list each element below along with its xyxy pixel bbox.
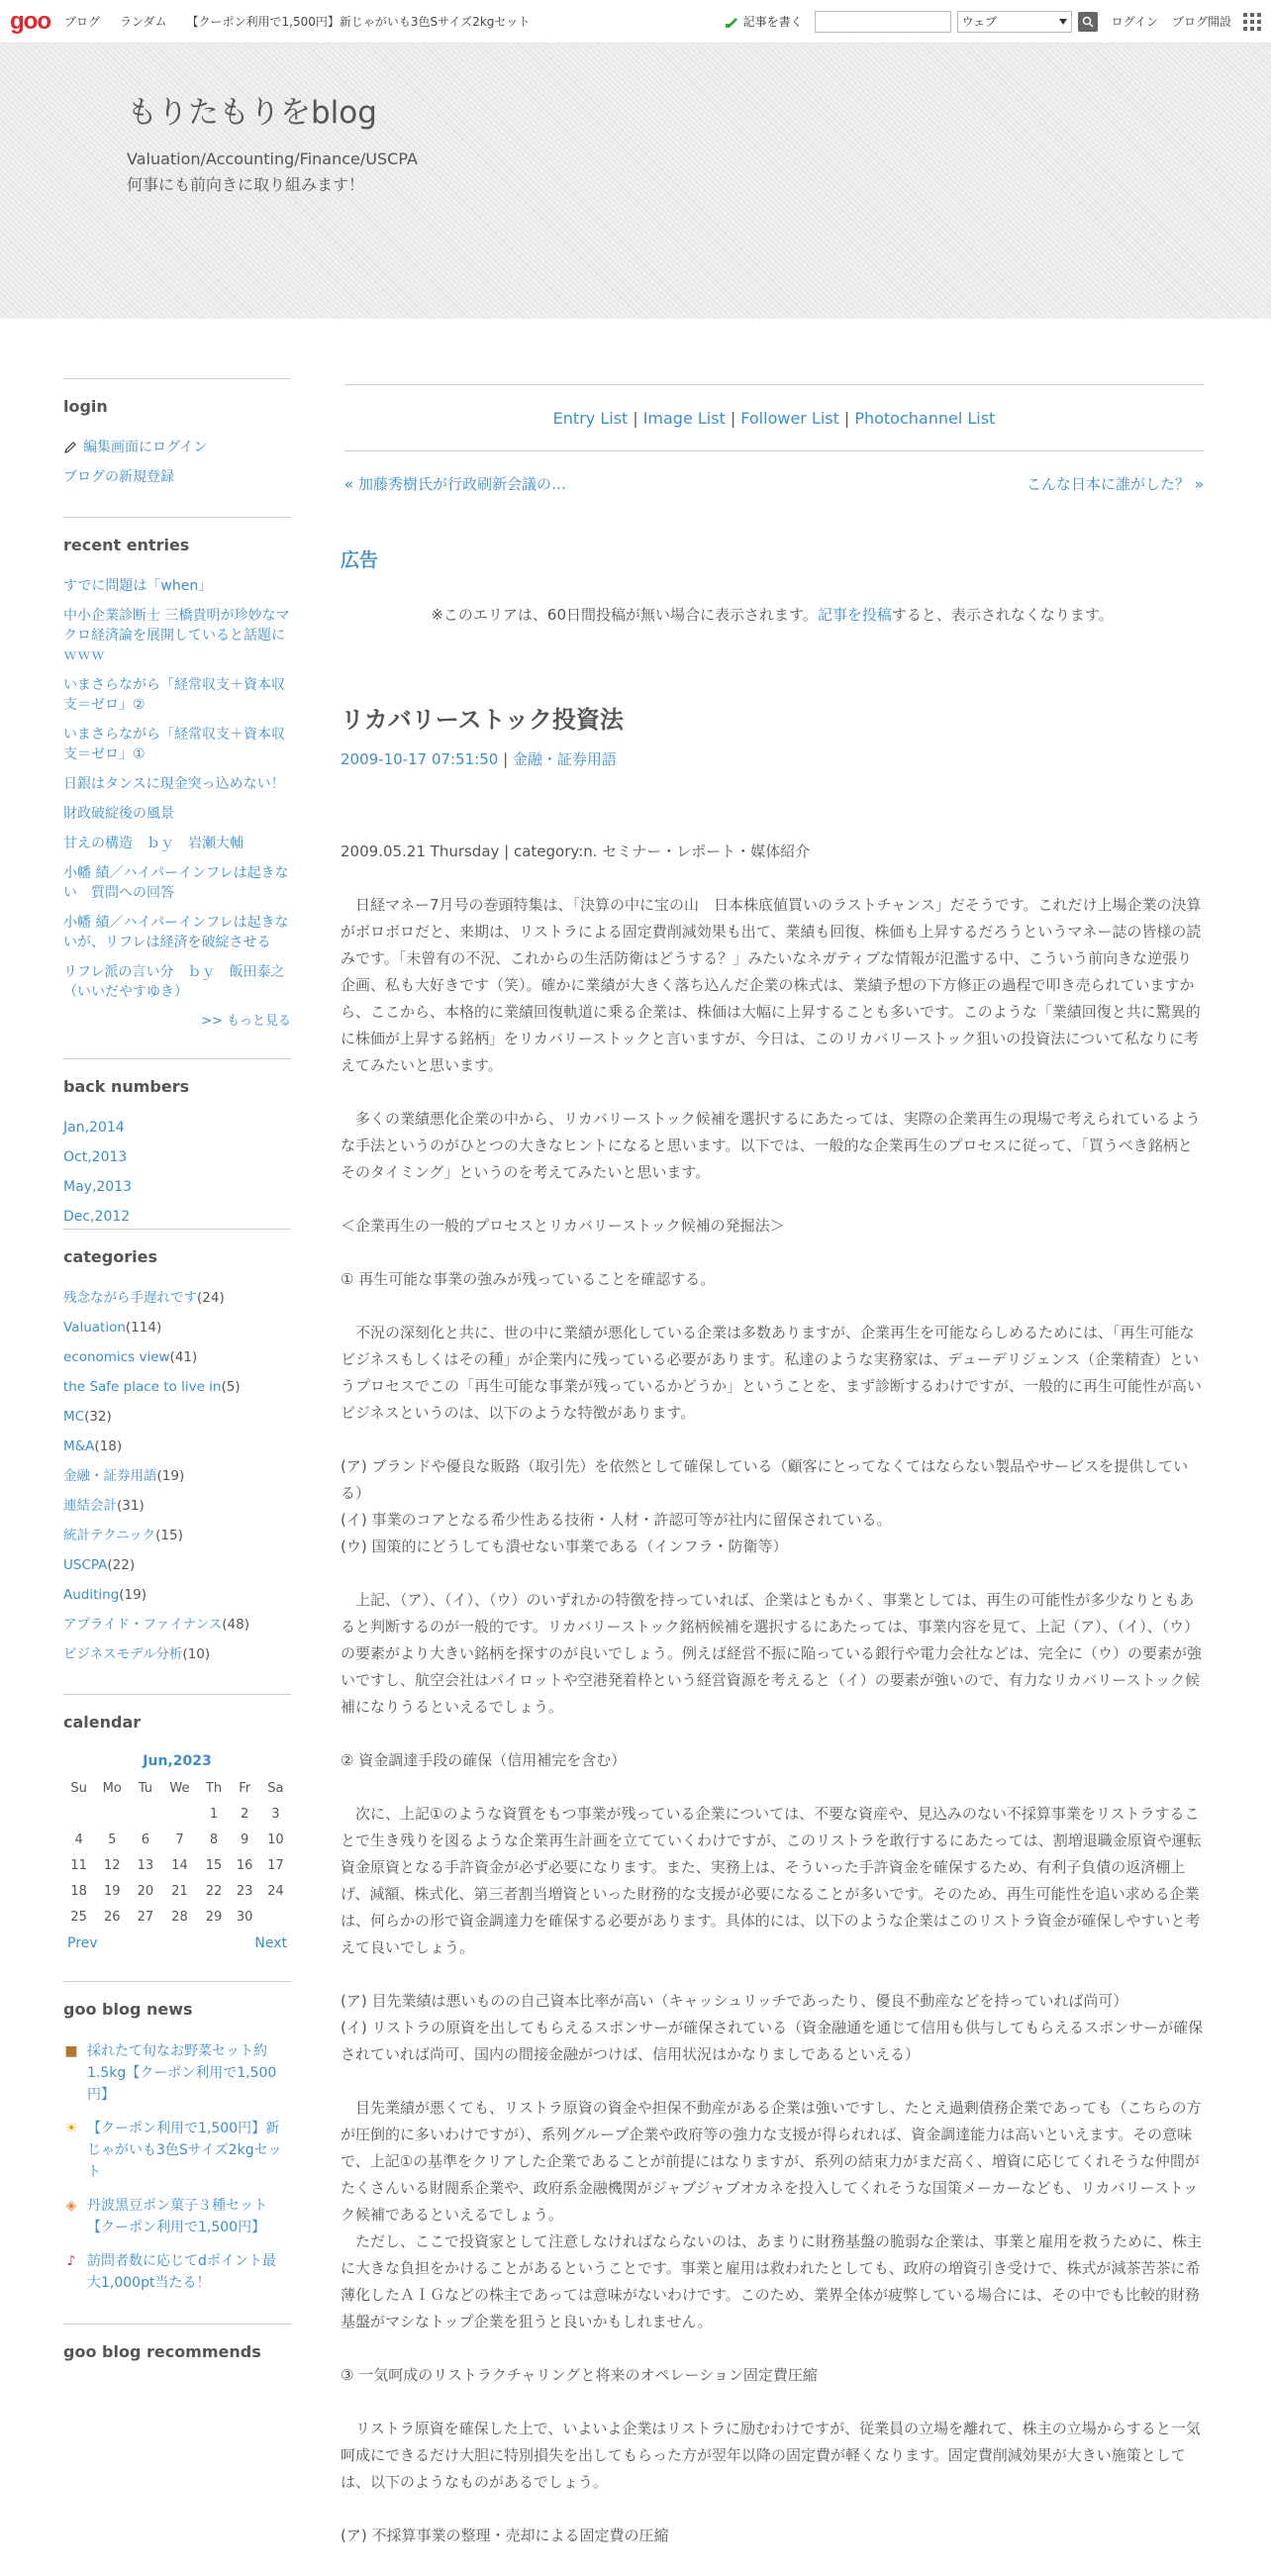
more-entries-link[interactable]: >> もっと見る — [201, 1014, 291, 1029]
edit-login-link[interactable]: 編集画面にログイン — [83, 440, 208, 455]
back-number-link[interactable]: Jan,2014 — [63, 1120, 125, 1136]
post-paragraph: (ア) ブランドや優良な販路（取引先）を依然として確保している（顧客にとってなくてはならない製品やサービスを提供している） (イ) 事業のコアとなる希少性ある技術・人材・許認可等が社内に留保されている。 (ウ) 国策的にどうしても潰せない事業である（インフラ・防衛等） — [341, 1457, 1189, 1555]
post-body — [341, 839, 1204, 2549]
news-link[interactable]: 丹波黒豆ポン菓子３種セット【クーポン利用で1,500円】 — [87, 2198, 267, 2235]
calendar-next-link[interactable]: Next — [254, 1935, 287, 1951]
write-article-button[interactable] — [724, 13, 803, 30]
news-item[interactable] — [63, 2118, 291, 2183]
new-blog-link[interactable]: ブログの新規登録 — [63, 469, 174, 485]
post-paragraph: ① 再生可能な事業の強みが残っていることを確認する。 — [341, 1270, 716, 1288]
post-meta: 2009-10-17 07:51:50 | 金融・証券用語 — [341, 750, 617, 768]
calendar-week-row: 1 2 3 — [209, 1806, 280, 1822]
post-title: リカバリーストック投資法 — [341, 706, 624, 734]
category-item[interactable]: アプライド・ファイナンス(48) — [63, 1617, 249, 1633]
goo-news-heading: goo blog news — [63, 2000, 193, 2019]
image-list-link[interactable]: Image List — [642, 408, 726, 428]
category-item[interactable]: USCPA(22) — [63, 1557, 136, 1573]
blog-desc-line1: Valuation/Accounting/Finance/USCPA — [127, 149, 418, 168]
calendar-week-row: 25 26 27 28 29 30 — [70, 1909, 253, 1925]
calendar-table — [63, 1775, 291, 1930]
post-paragraph: 次に、上記①のような資質をもつ事業が残っている企業については、不要な資産や、見込みのない不採算事業をリストラすることで生き残りを図るような企業再生計画を立てていくわけですが、このリストラを敢行するにあたっては、割増退職金原資や運転資金原資となる手許資金が必ず必要になります。また、実務上は、そういった手許資金を確保するため、有利子負債の返済棚上げ、減額、株式化、第三者割当増資といった財務的な支援が必要になることが多いです。そのため、再生可能性を追い求める企業は、何らかの形で資金調達力を確保する必要があります。具体的には、以下のような企業はこのリストラ資金が確保しやすいと考えて良いでしょう。 — [341, 1805, 1202, 1956]
new-blog-item[interactable] — [63, 467, 291, 487]
recent-entry-link[interactable]: リフレ派の言い分 ｂｙ 飯田泰之（いいだやすゆき） — [63, 964, 285, 1000]
post-paragraph: ② 資金調達手段の確保（信用補完を含む） — [341, 1751, 627, 1769]
recent-entries-list — [63, 576, 291, 1002]
follower-list-link[interactable]: Follower List — [740, 408, 839, 428]
nav-promo-link[interactable]: 【クーポン利用で1,500円】新じゃがいも3色Sサイズ2kgセット — [186, 15, 531, 29]
post-paragraph: 不況の深刻化と共に、世の中に業績が悪化している企業は多数ありますが、企業再生を可能ならしめるためには、「再生可能なビジネスもしくはその種」が企業内に残っている必要があります。私達のような実務家は、デューデリジェンス（企業精査）というプロセスでこの「再生可能な事業が残っているかどうか」ということを、まず診断するわけですが、一般的に再生可能性が高いビジネスというのは、以下のような特徴があります。 — [341, 1324, 1203, 1422]
post-paragraph: (ア) 目先業績は悪いものの自己資本比率が高い（キャッシュリッチであったり、優良不動産などを持っていれば尚可） (イ) リストラの原資を出してもらえるスポンサーが確保されている（資金融通を通じて信用も供与してもらえるスポンサーが確保されていれば尚可、国内の間接金融がつけば、信用状況はかなりましであるといえる） — [341, 1992, 1204, 2063]
category-item[interactable]: the Safe place to live in(5) — [63, 1379, 241, 1395]
post-paragraph: 日経マネー7月号の巻頭特集は、「決算の中に宝の山 日本株底値買いのラストチャンス」だそうです。これだけ上場企業の決算がボロボロだと、来期は、リストラによる固定費削減効果も出て、業績も回復、株価も上昇するだろうというマネー誌の皆様の読みです。「未曾有の不況、これからの生活防衛はどうする？」みたいなネガティブな情報が氾濫する中、こういう前向きな逆張り企画、私も大好きです（笑）。確かに業績が大きく落ち込んだ企業の株式は、業績予想の下方修正の過程で叩き売られていますから、ここから、本格的に業績回復軌道に乗る企業は、株価は大幅に上昇することも多いです。このような「業績回復と共に驚異的に株価が上昇する銘柄」をリカバリーストックと言いますが、今日は、このリカバリーストック狙いの投資法について私なりに考えてみたいと思います。 — [341, 896, 1202, 1074]
search-icon — [1082, 16, 1094, 28]
photochannel-list-link[interactable]: Photochannel List — [854, 408, 996, 428]
calendar-week-row: 4 5 6 7 8 9 10 — [74, 1832, 284, 1847]
news-link[interactable]: 採れたて旬なお野菜セット約1.5kg【クーポン利用で1,500円】 — [87, 2043, 277, 2103]
sun-icon: ☀ — [64, 2121, 78, 2136]
blog-open-link[interactable]: ブログ開設 — [1171, 15, 1231, 29]
post-paragraph: 2009.05.21 Thursday | category:n. セミナー・レポート・媒体紹介 — [341, 842, 811, 860]
post-article-link[interactable]: 記事を投稿 — [817, 606, 892, 624]
post-paragraph: 上記、（ア）、（イ）、（ウ）のいずれかの特徴を持っていれば、企業はともかく、事業としては、再生の可能性が多少なりともあると判断するのが一般的です。リカバリーストック銘柄候補を選択するにあたっては、事業内容を見て、上記（ア）、（イ）、（ウ）の要素がより大きい銘柄を探すのが良いでしょう。例えば経営不振に陥っている銀行や電力会社などは、完全に（ウ）の要素が強いですし、航空会社はパイロットや空港発着枠という経営資源を考えると（イ）の要素が強いので、有力なリカバリーストック候補になりうるといえるでしょう。 — [341, 1591, 1203, 1716]
search-scope-select[interactable] — [957, 11, 1072, 33]
goo-news-list — [63, 2040, 291, 2294]
recent-entry-link[interactable]: 中小企業診断士 三橋貴明が珍妙なマクロ経済論を展開していると話題にｗｗｗ — [63, 608, 290, 663]
post-paragraph: リストラ原資を確保した上で、いよいよ企業はリストラに励むわけですが、従業員の立場を離れて、株主の立場からすると一気呵成にできるだけ大胆に特別損失を出してもらった方が翌年以降の固定費が軽くなります。固定費削減効果が大きい施策としては、以下のようなものがあるでしょう。 — [341, 2420, 1201, 2491]
login-link[interactable]: ログイン — [1111, 15, 1158, 29]
vegetable-basket-icon: ■ — [64, 2043, 78, 2059]
pencil-icon — [63, 441, 77, 454]
recent-entries-heading: recent entries — [63, 536, 190, 554]
chevron-down-icon — [1059, 19, 1067, 25]
goo-news-section — [63, 1981, 291, 2294]
music-note-icon: ♪ — [66, 2253, 76, 2269]
ad-heading: 広告 — [341, 549, 379, 571]
login-list — [63, 438, 291, 487]
recent-entry-link[interactable]: 小幡 績／ハイパーインフレは起きないが、リフレは経済を破綻させる — [63, 915, 289, 950]
post-paragraph: ＜企業再生の一般的プロセスとリカバリーストック候補の発掘法＞ — [341, 1217, 785, 1235]
category-item[interactable]: 金融・証券用語(19) — [63, 1468, 185, 1484]
news-link[interactable]: 訪問者数に応じてdポイント最大1,000pt当たる！ — [87, 2253, 276, 2291]
category-item[interactable]: Valuation(114) — [63, 1320, 162, 1336]
back-numbers-list[interactable] — [63, 1118, 291, 1225]
search-button[interactable] — [1078, 12, 1098, 32]
back-numbers-section — [63, 1058, 291, 1225]
goo-recommends-section — [63, 2324, 291, 2361]
post-pager — [341, 473, 1204, 494]
recent-entry-link[interactable]: 日銀はタンスに現金突っ込めない！ — [63, 776, 285, 792]
category-item[interactable]: ビジネスモデル分析(10) — [63, 1646, 211, 1662]
recent-entry-link[interactable]: 甘えの構造 ｂｙ 岩瀬大輔 — [63, 836, 244, 851]
post-category-link[interactable]: 金融・証券用語 — [512, 750, 617, 768]
category-item[interactable]: 連結会計(31) — [63, 1498, 145, 1514]
category-item[interactable]: MC(32) — [63, 1409, 112, 1425]
post-paragraph: 多くの業績悪化企業の中から、リカバリーストック候補を選択するにあたっては、実際の企業再生の現場で考えられているような手法というのがひとつの大きなヒントになると思います。以下では、一般的な企業再生のプロセスに従って、「買うべき銘柄とそのタイミング」というのを考えてみたいと思います。 — [341, 1110, 1201, 1181]
edit-login-item[interactable] — [63, 438, 291, 457]
entry-links-bar: Entry List | Image List | Follower List | Photochannel List — [344, 384, 1204, 451]
post-paragraph: ③ 一気呵成のリストラクチャリングと将来のオペレーション固定費圧縮 — [341, 2366, 818, 2384]
categories-heading: categories — [63, 1247, 157, 1266]
news-item[interactable] — [63, 2195, 291, 2238]
search-scope-value: ウェブ — [961, 15, 998, 29]
next-post-link[interactable]: こんな日本に誰がした？ » — [1027, 475, 1204, 493]
global-topbar — [0, 0, 1271, 44]
prev-post-link[interactable]: « 加藤秀樹氏が行政刷新会議の… — [344, 475, 566, 493]
recent-entry-link[interactable]: 小幡 績／ハイパーインフレは起きない 質問への回答 — [63, 865, 289, 901]
calendar-prev-link[interactable]: Prev — [67, 1935, 98, 1951]
recent-entry-link[interactable]: 財政破綻後の風景 — [63, 806, 174, 822]
category-item[interactable]: 統計テクニック(15) — [63, 1528, 183, 1543]
recent-entry-link[interactable]: いまさらながら「経常収支＋資本収支＝ゼロ」① — [63, 727, 285, 762]
post-paragraph: 目先業績が悪くても、リストラ原資の資金や担保不動産がある企業は強いですし、たとえ過剰債務企業であっても（こちらの方が圧倒的に多いわけですが）、系列グループ企業や政府等の強力な支援が得られれば、資金調達能力は高いといえます。その意味で、上記①の基準をクリアした企業であることが前提にはなりますが、系列の結束力がまだ高く、増資に応じてくれそうな仲間がたくさんいる財閥系企業や、政府系金融機関がジャブジャブオカネを投入してくれそうな国策メーカーなども、リカバリーストック候補であるといえるでしょう。 ただし、ここで投資家として注意しなければならないのは、あまりに財務基盤の脆弱な企業は、事業と雇用を救うために、株主に大きな負担をかけることがあるということです。事業と雇用は救われたとしても、政府の増資引き受けで、株式が減茶苦茶に希薄化したＡＩＧなどの株主であっては意味がないわけです。このため、業界全体が疲弊している場合には、その中でも比較的財務基盤がマシなトップ企業を狙うと良いかもしれません。 — [341, 2099, 1203, 2330]
blog-header — [0, 44, 1271, 319]
nav-random-link[interactable]: ランダム — [120, 15, 167, 29]
categories-section — [63, 1229, 291, 1664]
recent-entry-link[interactable]: すでに問題は「when」 — [63, 578, 213, 594]
categories-list — [63, 1288, 291, 1664]
category-item[interactable]: Auditing(19) — [63, 1587, 147, 1603]
nav-blog-link[interactable]: ブログ — [63, 15, 100, 29]
news-item[interactable] — [63, 2040, 291, 2106]
recent-entry-link[interactable]: いまさらながら「経常収支＋資本収支＝ゼロ」② — [63, 677, 285, 713]
blog-title[interactable]: もりたもりをblog — [127, 95, 377, 131]
pen-icon — [724, 14, 739, 30]
blog-description — [127, 147, 418, 198]
news-item[interactable] — [63, 2250, 291, 2294]
post-date-link[interactable]: 2009-10-17 07:51:50 — [341, 750, 499, 768]
back-number-link[interactable]: Oct,2013 — [63, 1149, 128, 1165]
ad-note: ※このエリアは、60日間投稿が無い場合に表示されます。記事を投稿すると、表示されなくなります。 — [431, 606, 1114, 624]
calendar-month: Jun,2023 — [143, 1753, 212, 1769]
back-numbers-heading: back numbers — [63, 1077, 190, 1096]
recent-entries-section — [63, 517, 291, 1029]
calendar-week-row: 18 19 20 21 22 23 24 — [70, 1883, 284, 1899]
goo-recommends-heading: goo blog recommends — [63, 2342, 261, 2361]
calendar-week-row: 11 12 13 14 15 16 17 — [70, 1857, 284, 1873]
app-grid-icon[interactable] — [1243, 13, 1261, 31]
main-content — [341, 384, 1204, 2576]
category-item[interactable]: 残念ながら手遅れです(24) — [63, 1290, 225, 1306]
blog-desc-line2: 何事にも前向きに取り組みます！ — [127, 175, 365, 194]
back-number-link[interactable]: May,2013 — [63, 1179, 133, 1195]
calendar-heading: calendar — [63, 1713, 142, 1732]
search-input[interactable] — [815, 11, 951, 33]
post-paragraph: (ア) 不採算事業の整理・売却による固定費の圧縮 — [341, 2526, 669, 2544]
write-article-label: 記事を書く — [742, 15, 803, 29]
sidebar — [63, 378, 291, 2391]
login-heading: login — [63, 397, 108, 416]
entry-list-link[interactable]: Entry List — [552, 408, 629, 428]
category-item[interactable]: M&A(18) — [63, 1438, 123, 1454]
calendar-nav — [63, 1930, 291, 1951]
calendar-section — [63, 1694, 291, 1951]
login-section — [63, 378, 291, 487]
diamond-icon: ◈ — [65, 2198, 77, 2214]
goo-logo[interactable]: goo — [10, 7, 50, 35]
news-link[interactable]: 【クーポン利用で1,500円】新じゃがいも3色Sサイズ2kgセット — [87, 2121, 282, 2180]
calendar-weekday-row: Su Mo Tu We Th Fr Sa — [70, 1780, 284, 1796]
back-number-link[interactable]: Dec,2012 — [63, 1209, 131, 1225]
category-item[interactable]: economics view(41) — [63, 1349, 198, 1365]
